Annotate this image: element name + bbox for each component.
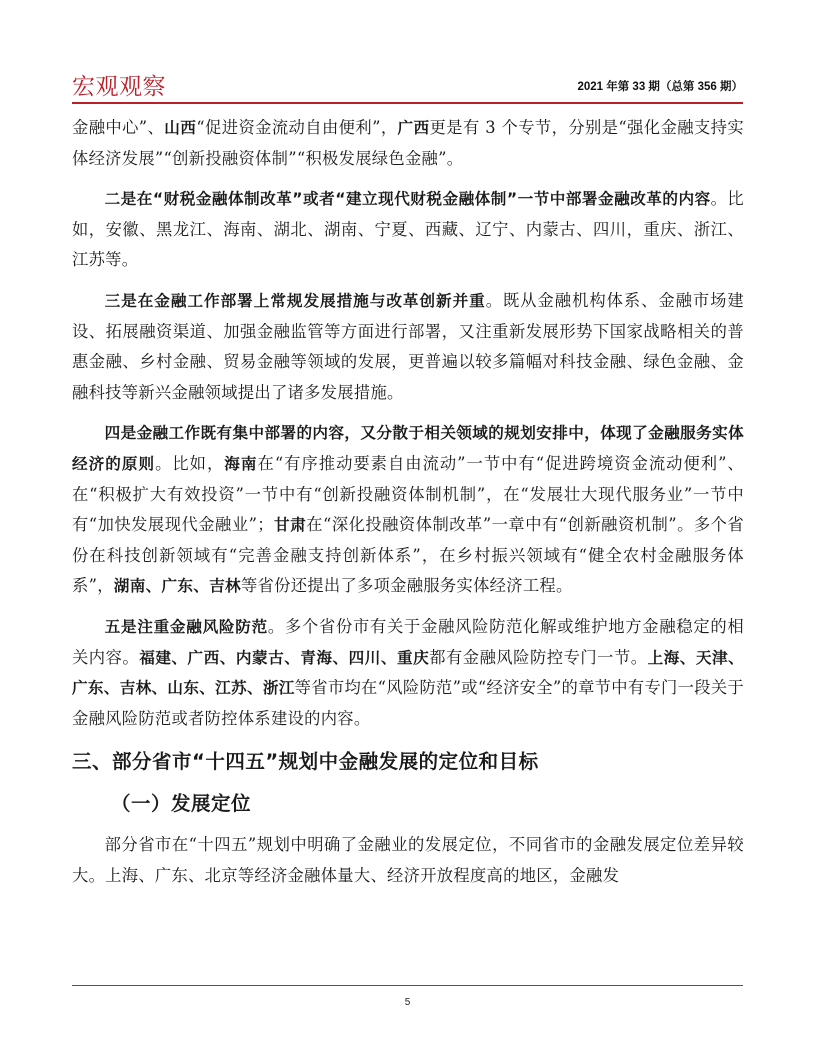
article-body <box>72 113 744 901</box>
section-heading: 三、部分省市“十四五”规划中金融发展的定位和目标 <box>72 750 539 774</box>
issue-number: 2021 年第 33 期（总第 356 期） <box>577 81 743 93</box>
footer-rule <box>72 985 743 986</box>
publication-title: 宏观观察 <box>72 74 166 100</box>
paragraph-point-two: 二是在“财税金融体制改革”或者“建立现代财税金融体制”一节中部署金融改革的内容。比如，安徽、黑龙江、海南、湖北、湖南、宁夏、西藏、辽宁、内蒙古、四川，重庆、浙江、江苏等。 <box>72 189 744 270</box>
paragraph-continued: 金融中心”、山西“促进资金流动自由便利”，广西更是有 3 个专节，分别是“强化金融支持实体经济发展”“创新投融资体制”“积极发展绿色金融”。 <box>72 118 744 168</box>
paragraph-point-three: 三是在金融工作部署上常规发展措施与改革创新并重。既从金融机构体系、金融市场建设、拓展融资渠道、加强金融监管等方面进行部署，又注重新发展形势下国家战略相关的普惠金融、乡村金融、贸易金融等领域的发展，更普遍以较多篇幅对科技金融、绿色金融、金融科技等新兴金融领域提出了诸多发展措施。 <box>72 290 744 402</box>
paragraph-positioning: 部分省市在“十四五”规划中明确了金融业的发展定位，不同省市的金融发展定位差异较大。上海、广东、北京等经济金融体量大、经济开放程度高的地区，金融发 <box>72 835 744 885</box>
page-number: 5 <box>404 997 411 1008</box>
paragraph-point-five: 五是注重金融风险防范。多个省份市有关于金融风险防范化解或维护地方金融稳定的相关内容。福建、广西、内蒙古、青海、四川、重庆都有金融风险防控专门一节。上海、天津、广东、吉林、山东、江苏、浙江等省市均在“风险防范”或“经济安全”的章节中有专门一段关于金融风险防范或者防控体系建设的内容。 <box>72 616 745 728</box>
paragraph-point-four: 四是金融工作既有集中部署的内容，又分散于相关领域的规划安排中，体现了金融服务实体经济的原则。比如，海南在“有序推动要素自由流动”一节中有“促进跨境资金流动便利”、在“积极扩大有效投资”一节中有“创新投融资体制机制”，在“发展壮大现代服务业”一节中有“加快发展现代金融业”；甘肃在“深化投融资体制改革”一章中有“创新融资机制”。多个省份在科技创新领域有“完善金融支持创新体系”，在乡村振兴领域有“健全农村金融服务体系”，湖南、广东、吉林等省份还提出了多项金融服务实体经济工程。 <box>72 424 745 596</box>
header-rule <box>72 102 743 104</box>
subsection-heading: （一）发展定位 <box>111 792 252 816</box>
page-header <box>72 66 743 100</box>
